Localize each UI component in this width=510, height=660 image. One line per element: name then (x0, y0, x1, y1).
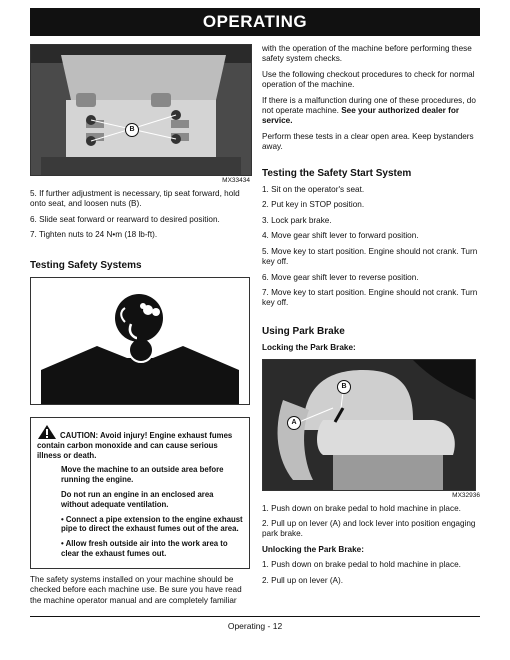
unlock-step-2: 2. Pull up on lever (A). (262, 575, 344, 585)
checkout-paragraph: Use the following checkout procedures to check for normal operation of the machine. (262, 69, 475, 90)
continuation-paragraph: with the operation of the machine before performing these safety system checks. (262, 44, 472, 64)
start-step-2: 2. Put key in STOP position. (262, 200, 365, 210)
heading-testing-safety: Testing Safety Systems (30, 259, 142, 271)
right-column (262, 44, 480, 591)
exhaust-hazard-figure (30, 277, 250, 405)
subheading-unlocking: Unlocking the Park Brake: (262, 544, 364, 554)
caution-p2: Do not run an engine in an enclosed area without adequate ventilation. (61, 490, 214, 509)
left-column (30, 44, 250, 611)
caution-p4: • Allow fresh outside air into the work area to clear the exhaust fumes out. (61, 539, 228, 558)
start-step-4: 4. Move gear shift lever to forward position. (262, 231, 419, 241)
heading-park-brake: Using Park Brake (262, 325, 345, 337)
unlock-step-1: 1. Push down on brake pedal to hold machine in place. (262, 560, 461, 570)
start-step-5: 5. Move key to start position. Engine should not crank. Turn key off. (262, 246, 478, 267)
dealer-note: See your authorized dealer for service. (262, 106, 460, 126)
caution-title-row (37, 424, 243, 460)
lock-step-2: 2. Pull up on lever (A) and lock lever into position engaging park brake. (262, 518, 476, 539)
exhaust-hazard-icon (31, 278, 249, 404)
caution-p3: • Connect a pipe extension to the engine exhaust pipe to direct the exhaust fumes out of the area. (61, 514, 243, 534)
start-step-3: 3. Lock park brake. (262, 215, 332, 225)
malfunction-paragraph (262, 96, 480, 127)
step-6: 6. Slide seat forward or rearward to desired position. (30, 214, 220, 224)
fig2-callout-b: B (337, 380, 351, 394)
caution-p1: Move the machine to an outside area before running the engine. (61, 465, 224, 485)
step-5: 5. If further adjustment is necessary, tip seat forward, hold onto seat, and loosen nuts (B). (30, 189, 240, 209)
seat-adjust-illustration (31, 45, 251, 175)
page-header: OPERATING (30, 8, 480, 36)
step-7: 7. Tighten nuts to 24 N•m (18 lb-ft). (30, 230, 158, 240)
warning-triangle-icon (37, 424, 57, 440)
fig1-caption: MX33434 (222, 177, 250, 184)
fig2-callout-a: A (287, 416, 301, 430)
page-footer: Operating - 12 (227, 621, 283, 631)
fig1-callout-b: B (125, 123, 139, 137)
park-brake-figure (262, 359, 476, 491)
footer-rule (30, 616, 480, 617)
subheading-locking: Locking the Park Brake: (262, 343, 356, 353)
caution-title: CAUTION: Avoid injury! Engine exhaust fumes contain carbon monoxide and can cause serious illness or death. (37, 431, 233, 460)
fig2-caption: MX32936 (452, 491, 480, 499)
caution-box (30, 417, 250, 569)
start-step-7: 7. Move key to start position. Engine should not crank. Turn key off. (262, 287, 478, 308)
heading-safety-start: Testing the Safety Start System (262, 167, 412, 179)
closing-paragraph: The safety systems installed on your machine should be checked before each machine use. Be sure you have read the machine operator manual and are completely familiar (30, 574, 242, 605)
malfunction-text: If there is a malfunction during one of these procedures, do not operate machine. (262, 95, 476, 116)
lock-step-1: 1. Push down on brake pedal to hold machine in place. (262, 503, 461, 513)
start-step-1: 1. Sit on the operator's seat. (262, 185, 365, 195)
seat-adjust-figure (30, 44, 252, 176)
start-step-6: 6. Move gear shift lever to reverse position. (262, 272, 419, 282)
perform-paragraph: Perform these tests in a clear open area. Keep bystanders away. (262, 131, 474, 152)
